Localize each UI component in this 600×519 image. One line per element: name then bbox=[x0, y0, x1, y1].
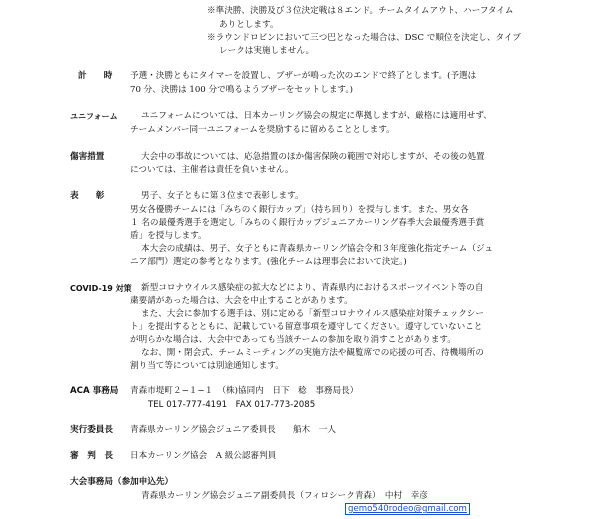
uniform-line-1: ユニフォームについては、日本カーリング協会の規定に準拠しますが、厳格には適用せず、 bbox=[141, 111, 492, 121]
award-line-4: 盾」を授与します。 bbox=[130, 231, 207, 241]
covid-line-5: が明らかな場合は、大会中であっても当該チームの参加を取り消すことがあります。 bbox=[130, 335, 456, 345]
timer-label: 計 時 bbox=[78, 71, 113, 81]
judge-label: 審 判 長 bbox=[70, 451, 113, 461]
covid-line-7: 割り当て等については別途通知します。 bbox=[130, 361, 284, 371]
office-email-link[interactable]: gemo540rodeo@gmail.com bbox=[345, 503, 470, 515]
aca-address: 青森市堤町２−１−１ （株)協同内 日下 稔 事務局長） bbox=[130, 386, 359, 396]
award-line-6: ニア部門）選定の参考となります。(強化チームは理事会において決定。) bbox=[130, 257, 407, 267]
injury-line-2: については、主催者は責任を負いません。 bbox=[130, 165, 294, 175]
office-contact: 青森県カーリング協会ジュニア副委員長（フィロシーク青森） 中村 幸彦 bbox=[141, 491, 428, 501]
covid-line-4: ト」を提出するとともに、記載している留意事項を遵守してください。遵守していないこと bbox=[130, 322, 483, 332]
award-line-3: １ 名の最優秀選手を選定し「みちのく銀行カップジュニアカーリング春季大会最優秀選手賞 bbox=[130, 218, 485, 228]
judge-value: 日本カーリング協会 A 級公認審判員 bbox=[130, 451, 277, 461]
covid-label: COVID-19 対策 bbox=[70, 284, 132, 293]
uniform-line-2: チームメンバー同一ユニフォームを奨励するに留めることとします。 bbox=[130, 125, 395, 135]
covid-line-3: また、大会に参加する選手は、別に定める「新型コロナウイルス感染症対策チェックシー bbox=[141, 309, 484, 319]
aca-phone-fax: TEL 017-777-4191 FAX 017-773-2085 bbox=[148, 400, 316, 410]
top-line-2: ありとします。 bbox=[219, 20, 279, 30]
exec-value: 青森県カーリング協会ジュニア委員長 船木 一人 bbox=[130, 425, 336, 435]
office-label: 大会事務局（参加申込先） bbox=[70, 477, 174, 487]
award-label: 表 彰 bbox=[70, 191, 105, 201]
award-line-2: 男女各優勝チームには「みちのく銀行カップ」（持ち回り）を授与します。また、男女各 bbox=[130, 205, 469, 215]
exec-label: 実行委員長 bbox=[70, 425, 113, 435]
timer-line-1: 予選・決勝ともにタイマーを設置し、ブザーが鳴った次のエンドで終了とします。(予選は bbox=[130, 71, 477, 81]
award-line-1: 男子、女子ともに第３位まで表彰します。 bbox=[141, 191, 304, 201]
timer-line-2: 70 分、決勝は 100 分で鳴るようブザーをセットします。) bbox=[130, 85, 353, 95]
top-line-3: ※ラウンドロビンにおいて三つ巴となった場合は、DSC で順位を決定し、タイブ bbox=[207, 33, 521, 43]
top-line-4: レークは実施しません。 bbox=[219, 46, 315, 56]
injury-label: 傷害措置 bbox=[70, 152, 105, 162]
covid-line-6: なお、開・閉会式、チームミーティングの実施方法や観覧席での応援の可否、待機場所の bbox=[141, 348, 484, 358]
uniform-label: ユニフォーム bbox=[70, 112, 118, 121]
award-line-5: 本大会の成績は、男子、女子ともに青森県カーリング協会令和３年度強化指定チーム（ジュ bbox=[141, 244, 494, 254]
covid-line-1: 新型コロナウイルス感染症の拡大などにより、青森県内におけるスポーツイベント等の自 bbox=[141, 283, 484, 293]
office-email-wrap bbox=[345, 503, 470, 516]
injury-line-1: 大会中の事故については、応急措置のほか傷害保険の範囲で対応しますが、その後の処置 bbox=[141, 152, 485, 162]
covid-line-2: 粛要請があった場合は、大会を中止することがあります。 bbox=[130, 296, 353, 306]
aca-label: ACA 事務局 bbox=[70, 386, 119, 396]
top-line-1: ※準決勝、決勝及び３位決定戦は８エンド。チームタイムアウト、ハーフタイム bbox=[207, 6, 514, 16]
